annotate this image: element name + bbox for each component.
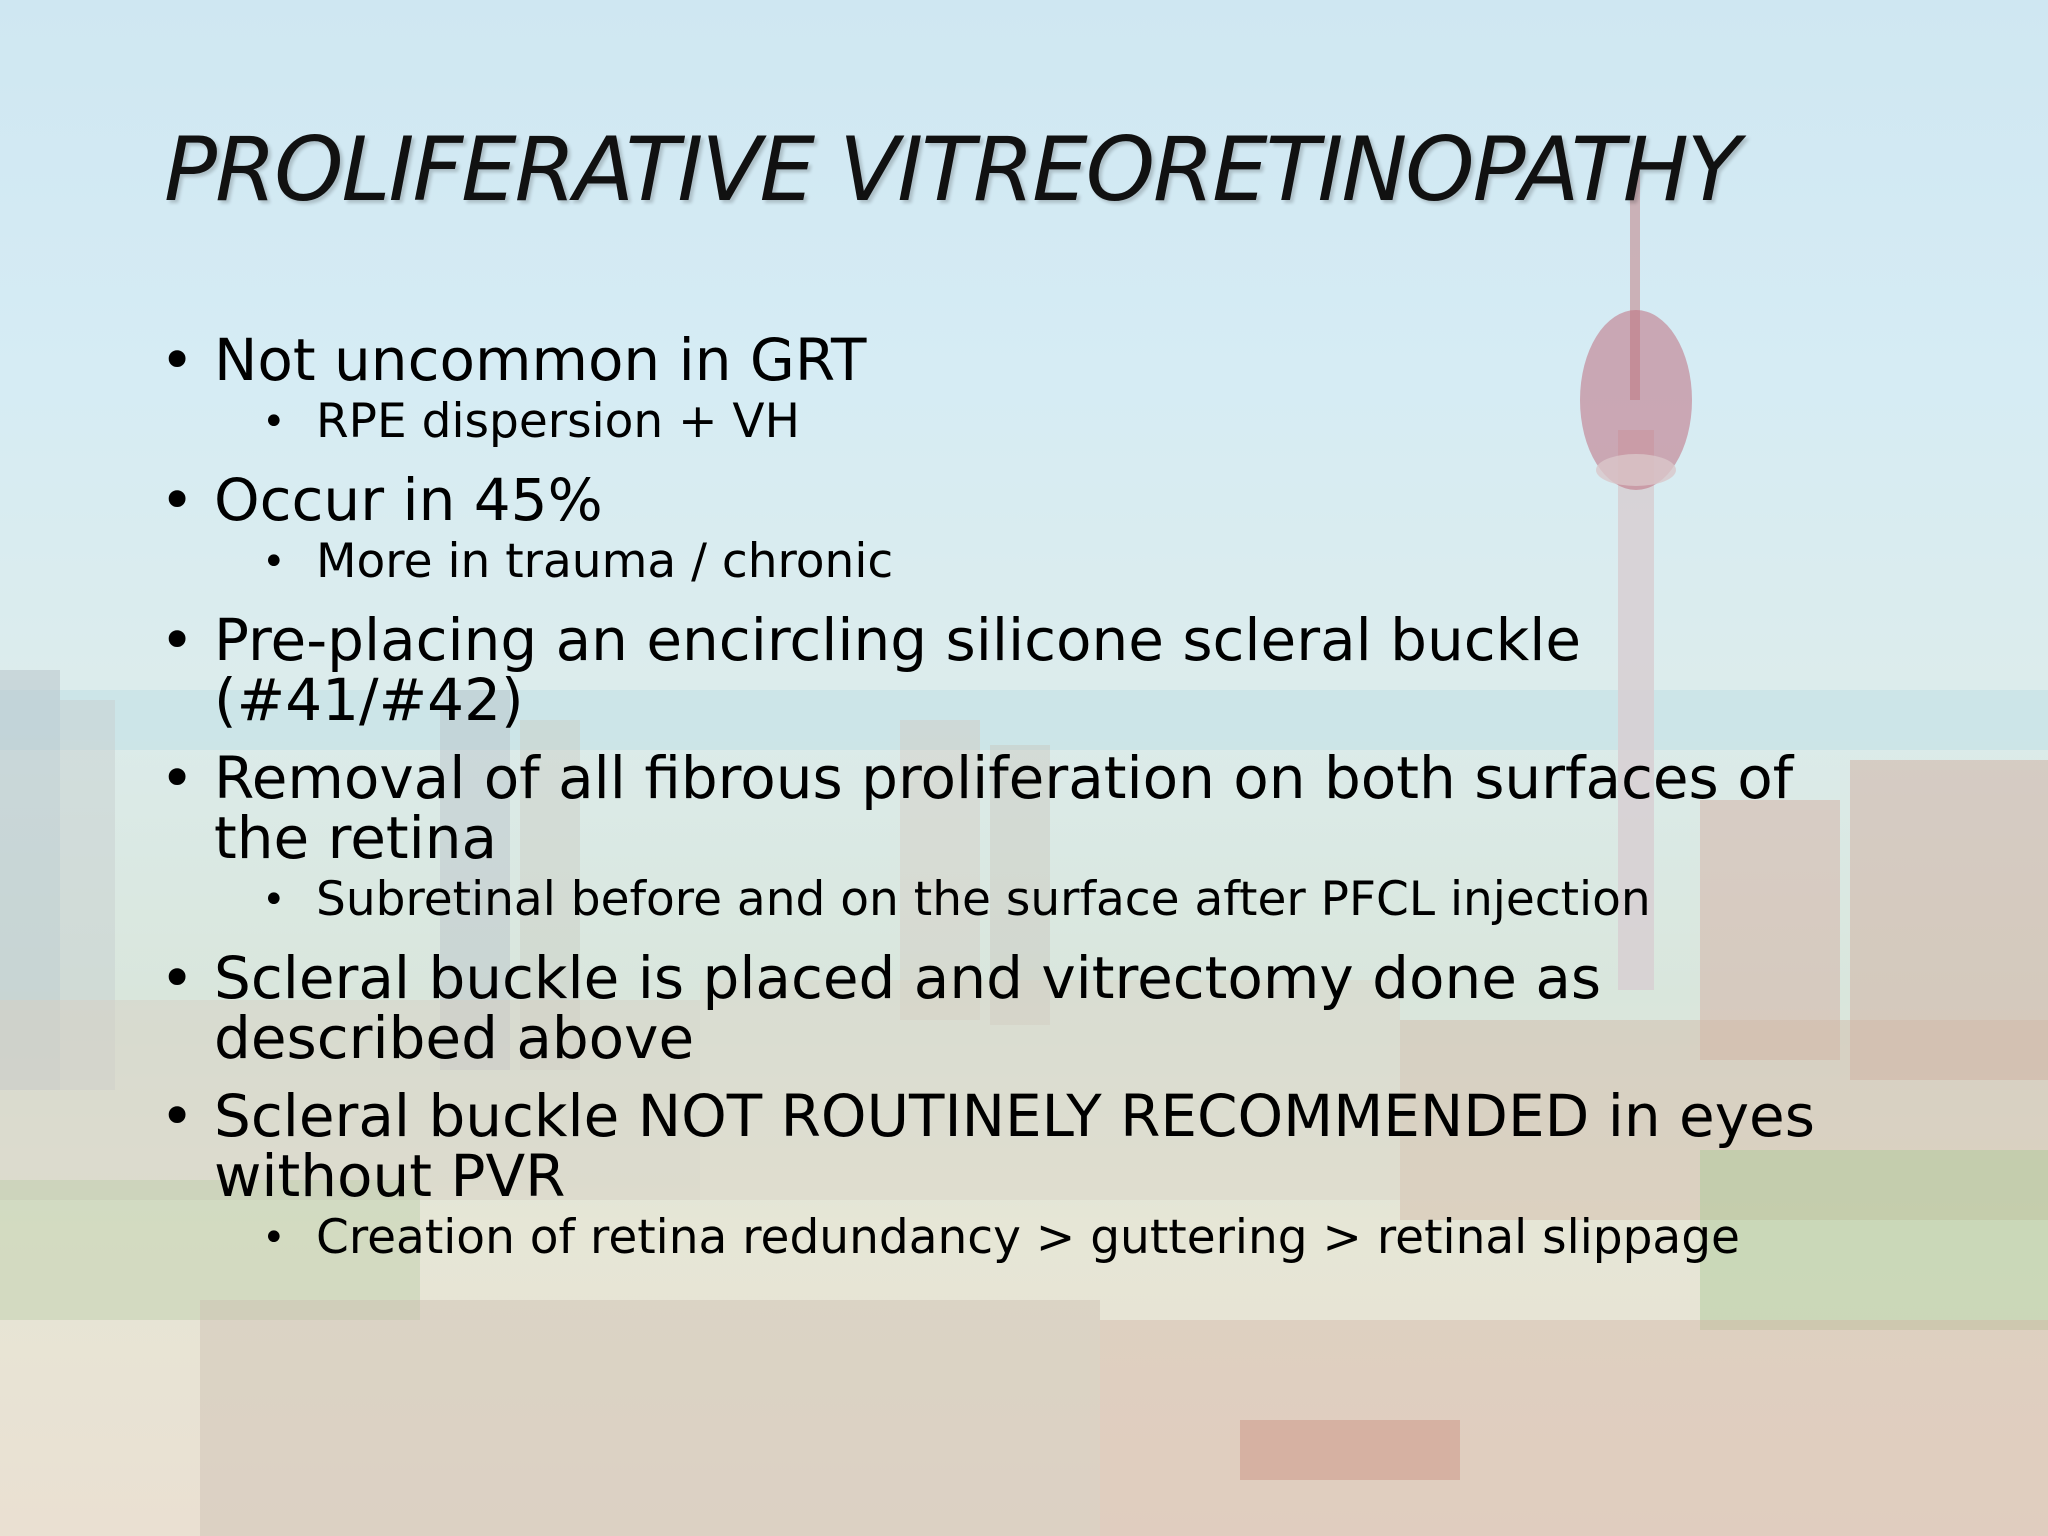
rooftop-red <box>1240 1420 1460 1480</box>
bullet-item <box>160 466 1860 534</box>
sub-bullet-item <box>160 1208 1860 1268</box>
bullet-dot: • <box>160 466 195 534</box>
sub-bullet-text: More in trauma / chronic <box>316 534 894 589</box>
bullet-text: Not uncommon in GRT <box>214 326 867 394</box>
sub-bullet-item <box>160 532 1860 592</box>
bullet-dot: • <box>160 606 195 674</box>
bullet-text: Occur in 45% <box>214 466 603 534</box>
bullet-dot: • <box>262 539 286 585</box>
bullet-dot: • <box>262 1215 286 1261</box>
bullet-item <box>160 744 1860 872</box>
sub-bullet-item <box>160 870 1860 930</box>
bullet-item <box>160 1082 1860 1210</box>
slide-title: PROLIFERATIVE VITREORETINOPATHY <box>164 118 1739 221</box>
bullet-item <box>160 326 1860 394</box>
bullet-dot: • <box>262 399 286 445</box>
bullet-text: Removal of all fibrous proliferation on both surfaces of the retina <box>214 744 1794 872</box>
bullet-dot: • <box>160 944 195 1012</box>
bullet-text: Scleral buckle NOT ROUTINELY RECOMMENDED in eyes without PVR <box>214 1082 1815 1210</box>
rooftops-1 <box>200 1300 1100 1536</box>
bullet-list <box>160 326 1860 1268</box>
bullet-dot: • <box>160 744 195 812</box>
bullet-dot: • <box>160 1082 195 1150</box>
bullet-item <box>160 606 1860 734</box>
bullet-dot: • <box>262 877 286 923</box>
bullet-item <box>160 944 1860 1072</box>
sub-bullet-item <box>160 392 1860 452</box>
bullet-dot: • <box>160 326 195 394</box>
sub-bullet-text: Creation of retina redundancy > guttering > retinal slippage <box>316 1210 1740 1265</box>
sub-bullet-text: Subretinal before and on the surface after PFCL injection <box>316 872 1651 927</box>
sub-bullet-text: RPE dispersion + VH <box>316 394 800 449</box>
bullet-text: Pre-placing an encircling silicone scleral buckle (#41/#42) <box>214 606 1582 734</box>
bullet-text: Scleral buckle is placed and vitrectomy done as described above <box>214 944 1602 1072</box>
